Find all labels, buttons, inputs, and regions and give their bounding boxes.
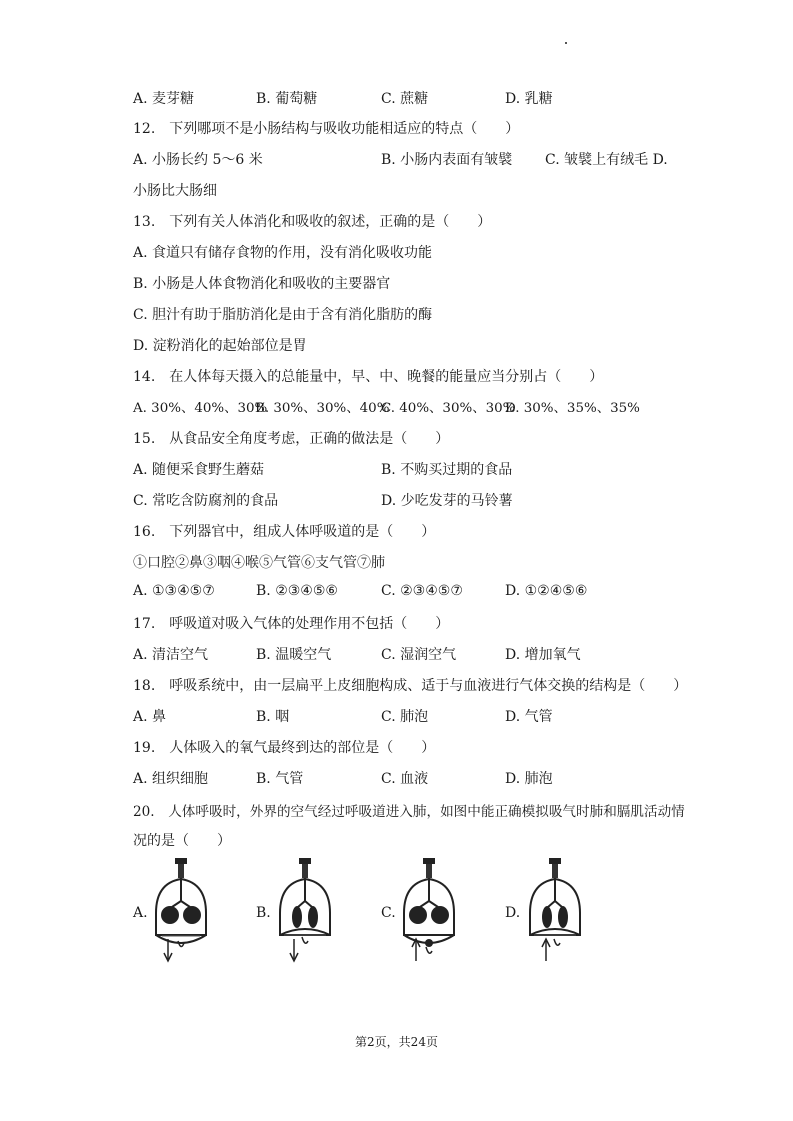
q14-stem: 14. 在人体每天摄入的总能量中，早、中、晚餐的能量应当分别占（ ） [133, 369, 604, 385]
q12-stem: 12. 下列哪项不是小肠结构与吸收功能相适应的特点（ ） [133, 121, 520, 137]
q17-option-b[interactable]: B. 温暖空气 [256, 647, 332, 663]
q19-option-b[interactable]: B. 气管 [256, 771, 304, 787]
q17-stem: 17. 呼吸道对吸入气体的处理作用不包括（ ） [133, 616, 450, 632]
page-footer: 第2页，共24页 [355, 1035, 438, 1049]
q20-stem-line1: 20. 人体呼吸时，外界的空气经过呼吸道进入肺，如图中能正确模拟吸气时肺和膈肌活动情 [133, 804, 685, 820]
q19-stem: 19. 人体吸入的氧气最终到达的部位是（ ） [133, 740, 436, 756]
q20-stem-line2: 况的是（ ） [133, 833, 231, 849]
q18-option-b[interactable]: B. 咽 [256, 709, 290, 725]
q18-option-a[interactable]: A. 鼻 [133, 709, 167, 725]
q17-option-c[interactable]: C. 湿润空气 [381, 647, 457, 663]
q15-option-c[interactable]: C. 常吃含防腐剂的食品 [133, 493, 279, 509]
q11-option-c[interactable]: C. 蔗糖 [381, 91, 429, 107]
q13-stem: 13. 下列有关人体消化和吸收的叙述，正确的是（ ） [133, 214, 492, 230]
q17-option-d[interactable]: D. 增加氧气 [505, 647, 581, 663]
q12-option-b[interactable]: B. 小肠内表面有皱襞 [381, 152, 513, 168]
q12-option-d[interactable]: 小肠比大肠细 [133, 183, 217, 199]
q16-option-a[interactable]: A. ①③④⑤⑦ [133, 583, 215, 599]
q18-stem: 18. 呼吸系统中，由一层扁平上皮细胞构成、适于与血液进行气体交换的结构是（ ） [133, 678, 688, 694]
q15-option-a[interactable]: A. 随便采食野生蘑菇 [133, 462, 265, 478]
q13-option-b[interactable]: B. 小肠是人体食物消化和吸收的主要器官 [133, 276, 391, 292]
q20-diagrams [0, 850, 793, 980]
q16-option-b[interactable]: B. ②③④⑤⑥ [256, 583, 338, 599]
q13-option-a[interactable]: A. 食道只有储存食物的作用，没有消化吸收功能 [133, 245, 433, 261]
q16-option-d[interactable]: D. ①②④⑤⑥ [505, 583, 588, 599]
q11-option-d[interactable]: D. 乳糖 [505, 91, 553, 107]
q20-label-b[interactable]: B. [256, 905, 271, 921]
q12-option-a[interactable]: A. 小肠长约 5～6 米 [133, 152, 263, 168]
q20-label-a[interactable]: A. [133, 905, 148, 921]
q13-option-d[interactable]: D. 淀粉消化的起始部位是胃 [133, 338, 307, 354]
q19-option-a[interactable]: A. 组织细胞 [133, 771, 209, 787]
q14-option-d[interactable]: D. 30%、35%、35% [505, 401, 640, 416]
q19-option-d[interactable]: D. 肺泡 [505, 771, 553, 787]
q13-option-c[interactable]: C. 胆汁有助于脂肪消化是由于含有消化脂肪的酶 [133, 307, 433, 323]
q16-organ-list: ①口腔②鼻③咽④喉⑤气管⑥支气管⑦肺 [133, 555, 385, 571]
q15-option-b[interactable]: B. 不购买过期的食品 [381, 462, 513, 478]
bell-jar-model-a[interactable] [148, 855, 214, 970]
q18-option-c[interactable]: C. 肺泡 [381, 709, 429, 725]
q14-option-b[interactable]: B. 30%、30%、40% [255, 401, 390, 416]
q18-option-d[interactable]: D. 气管 [505, 709, 553, 725]
q11-option-b[interactable]: B. 葡萄糖 [256, 91, 318, 107]
scan-speck [565, 42, 567, 44]
q19-option-c[interactable]: C. 血液 [381, 771, 429, 787]
q20-label-d[interactable]: D. [505, 905, 521, 921]
q14-option-a[interactable]: A. 30%、40%、30% [133, 401, 268, 416]
q14-option-c[interactable]: C. 40%、30%、30% [381, 401, 516, 416]
q17-option-a[interactable]: A. 清洁空气 [133, 647, 209, 663]
bell-jar-model-c[interactable] [396, 855, 462, 970]
q15-stem: 15. 从食品安全角度考虑，正确的做法是（ ） [133, 431, 450, 447]
bell-jar-model-b[interactable] [272, 855, 338, 970]
q16-stem: 16. 下列器官中，组成人体呼吸道的是（ ） [133, 524, 436, 540]
q12-option-c[interactable]: C. 皱襞上有绒毛 D. [545, 152, 668, 168]
q16-option-c[interactable]: C. ②③④⑤⑦ [381, 583, 463, 599]
q11-option-a[interactable]: A. 麦芽糖 [133, 91, 195, 107]
q15-option-d[interactable]: D. 少吃发芽的马铃薯 [381, 493, 513, 509]
q20-label-c[interactable]: C. [381, 905, 396, 921]
bell-jar-model-d[interactable] [522, 855, 588, 970]
